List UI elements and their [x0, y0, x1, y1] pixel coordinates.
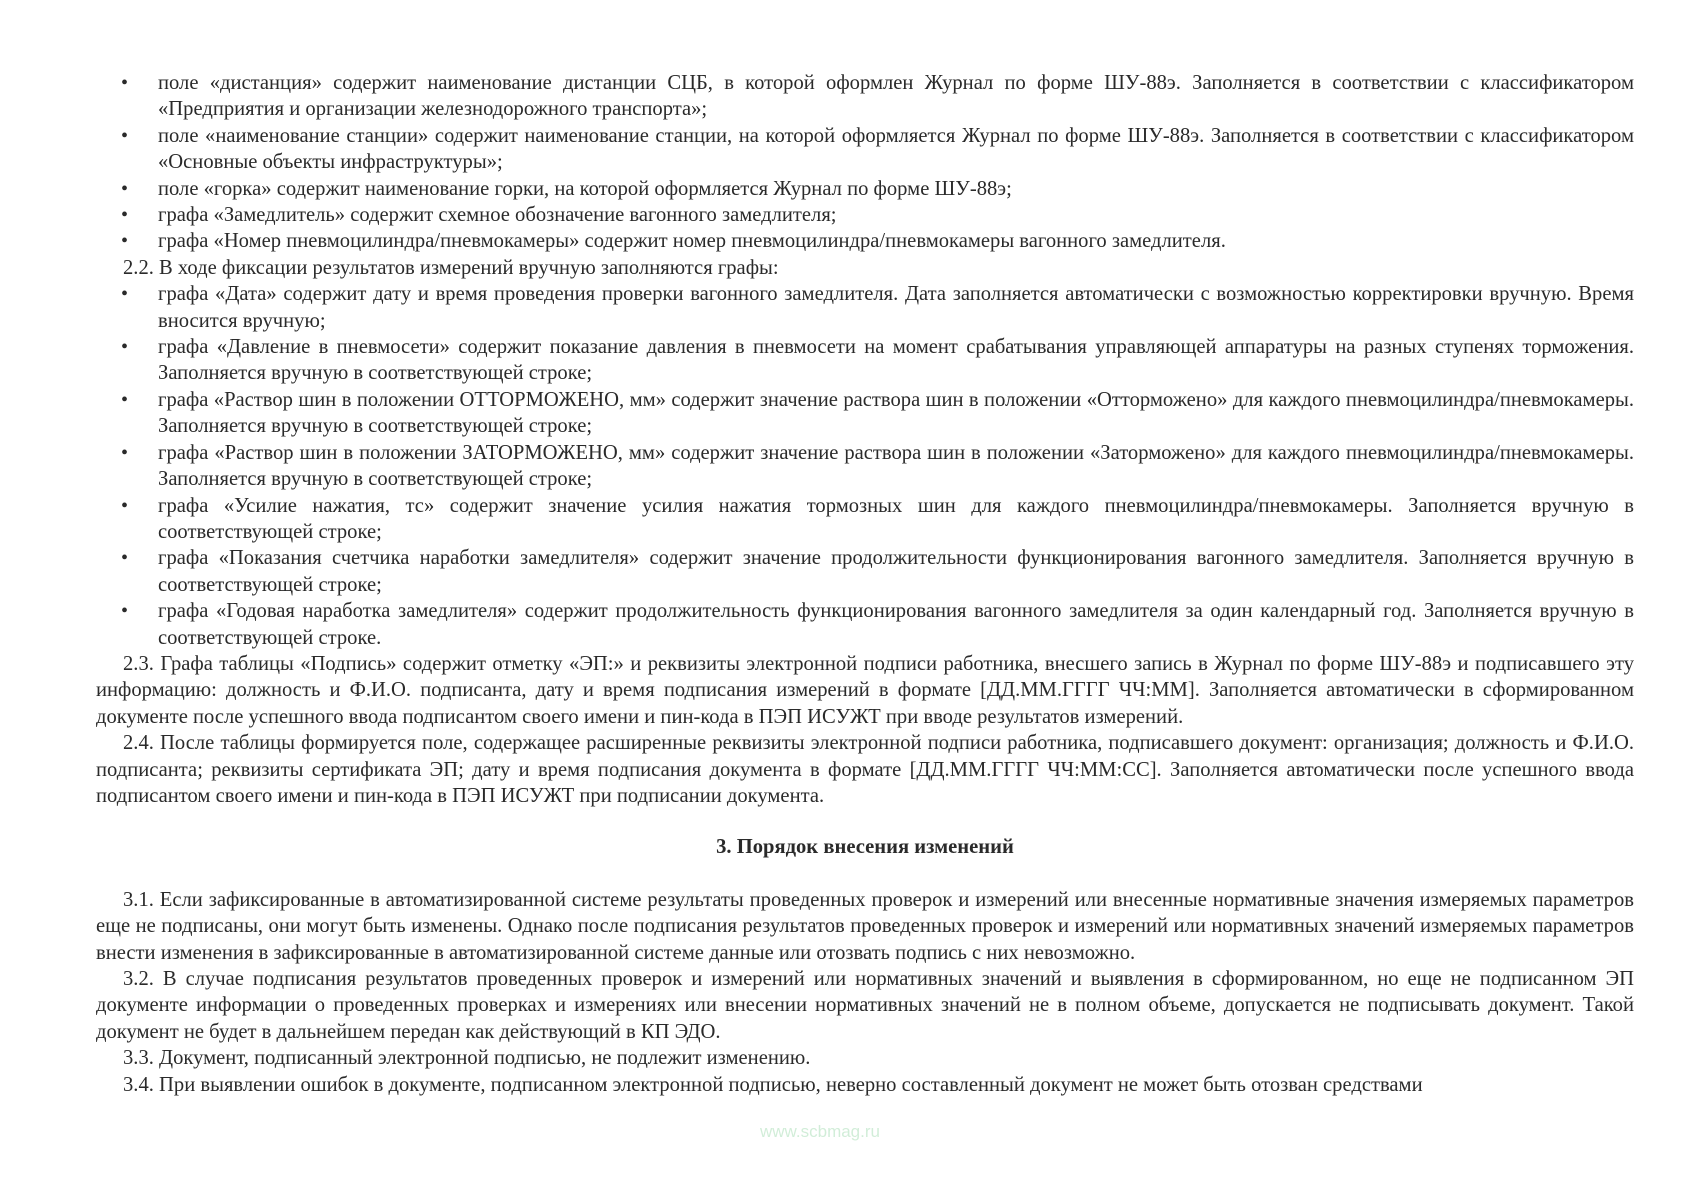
- list-item: • графа «Замедлитель» содержит схемное обозначение вагонного замедлителя;: [96, 202, 1634, 228]
- list-item: • поле «горка» содержит наименование горки, на которой оформляется Журнал по форме ШУ-88э;: [96, 176, 1634, 202]
- list-item: • поле «наименование станции» содержит наименование станции, на которой оформляется Журнал по форме ШУ-88э. Заполняется в соответствии с классификатором «Основные объекты инфраструктуры»;: [96, 123, 1634, 176]
- paragraph-2-3: 2.3. Графа таблицы «Подпись» содержит отметку «ЭП:» и реквизиты электронной подписи работника, внесшего запись в Журнал по форме ШУ-88э и подписавшего эту информацию: должность и Ф.И.О. подписанта, дату и время подписания измерений в формате [ДД.ММ.ГГГГ ЧЧ:ММ]. Заполняется автоматически в сформированном документе после успешного ввода подписантом своего имени и пин-кода в ПЭП ИСУЖТ при вводе результатов измерений.: [96, 652, 1634, 728]
- paragraph-3-4: 3.4. При выявлении ошибок в документе, подписанном электронной подписью, неверно составленный документ не может быть отозван средствами: [123, 1073, 1423, 1096]
- paragraph-3-1: 3.1. Если зафиксированные в автоматизированной системе результаты проведенных проверок и измерений или внесенные нормативные значения измеряемых параметров еще не подписаны, они могут быть изменены. Однако после подписания результатов проведенных проверок и измерений или нормативных значений измеряемых параметров внести изменения в зафиксированные в автоматизированной системе данные или отозвать подпись с них невозможно.: [96, 888, 1634, 964]
- paragraph-2-2: 2.2. В ходе фиксации результатов измерений вручную заполняются графы:: [123, 256, 779, 279]
- list-item: • графа «Годовая наработка замедлителя» содержит продолжительность функционирования вагонного замедлителя за один календарный год. Заполняется вручную в соответствующей строке.: [96, 598, 1634, 651]
- list-item: • графа «Давление в пневмосети» содержит показание давления в пневмосети на момент срабатывания управляющей аппаратуры на разных ступенях торможения. Заполняется вручную в соответствующей строке;: [96, 334, 1634, 387]
- paragraph-3-2: 3.2. В случае подписания результатов проведенных проверок и измерений или нормативных значений и выявления в сформированном, но еще не подписанном ЭП документе информации о проведенных проверках и измерениях или внесении нормативных значений не в полном объеме, допускается не подписывать документ. Такой документ не будет в дальнейшем передан как действующий в КП ЭДО.: [96, 968, 1634, 1043]
- list-item: • графа «Усилие нажатия, тс» содержит значение усилия нажатия тормозных шин для каждого пневмоцилиндра/пневмокамеры. Заполняется вручную в соответствующей строке;: [96, 493, 1634, 546]
- list-item: • графа «Показания счетчика наработки замедлителя» содержит значение продолжительности функционирования вагонного замедлителя. Заполняется вручную в соответствующей строке;: [96, 545, 1634, 598]
- paragraph-2-4: 2.4. После таблицы формируется поле, содержащее расширенные реквизиты электронной подписи работника, подписавшего документ: организация; должность и Ф.И.О. подписанта; реквизиты сертификата ЭП; дату и время подписания документа в формате [ДД.ММ.ГГГГ ЧЧ:ММ:СС]. Заполняется автоматически после успешного ввода подписантом своего имени и пин-кода в ПЭП ИСУЖТ при подписании документа.: [96, 732, 1634, 807]
- list-item: • поле «дистанция» содержит наименование дистанции СЦБ, в которой оформлен Журнал по форме ШУ-88э. Заполняется в соответствии с классификатором «Предприятия и организации железнодорожного транспорта»;: [96, 70, 1634, 123]
- list-item: • графа «Раствор шин в положении ОТТОРМОЖЕНО, мм» содержит значение раствора шин в положении «Отторможено» для каждого пневмоцилиндра/пневмокамеры. Заполняется вручную в соответствующей строке;: [96, 387, 1634, 440]
- document-page: [96, 70, 1634, 1098]
- section-heading: 3. Порядок внесения изменений: [716, 836, 1014, 859]
- list-item: • графа «Раствор шин в положении ЗАТОРМОЖЕНО, мм» содержит значение раствора шин в положении «Заторможено» для каждого пневмоцилиндра/пневмокамеры. Заполняется вручную в соответствующей строке;: [96, 440, 1634, 493]
- list-item: • графа «Номер пневмоцилиндра/пневмокамеры» содержит номер пневмоцилиндра/пневмокамеры вагонного замедлителя.: [96, 228, 1634, 254]
- fields-list: [96, 70, 1634, 255]
- watermark: www.scbmag.ru: [760, 1122, 880, 1141]
- list-item: • графа «Дата» содержит дату и время проведения проверки вагонного замедлителя. Дата заполняется автоматически с возможностью корректировки вручную. Время вносится вручную;: [96, 281, 1634, 334]
- manual-fields-list: [96, 281, 1634, 651]
- paragraph-3-3: 3.3. Документ, подписанный электронной подписью, не подлежит изменению.: [123, 1047, 811, 1070]
